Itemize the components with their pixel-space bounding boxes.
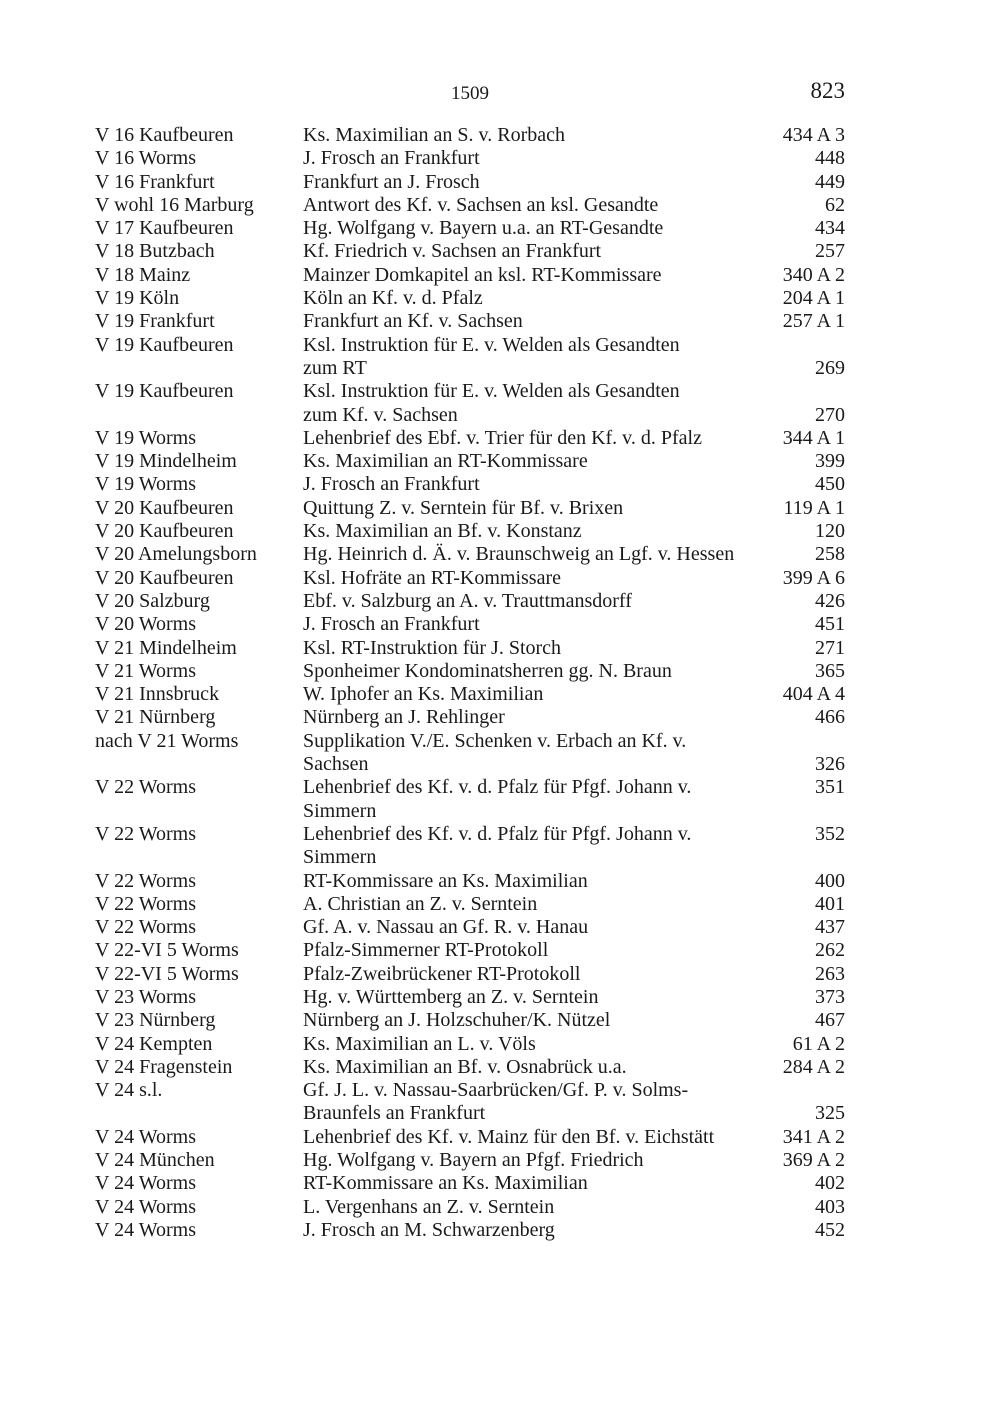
- entry-subject: Ks. Maximilian an Bf. v. Konstanz: [303, 520, 582, 543]
- page-header: [95, 78, 845, 108]
- entry-date-place: V 20 Amelungsborn: [95, 543, 257, 566]
- entry-subject: Kf. Friedrich v. Sachsen an Frankfurt: [303, 240, 602, 263]
- entry-reference: 448: [815, 147, 845, 170]
- entry-reference: 373: [815, 985, 845, 1008]
- entry-reference: 61 A 2: [792, 1032, 845, 1055]
- entry-reference: 426: [815, 589, 845, 612]
- register-entry: [95, 730, 845, 777]
- register-entry: [95, 613, 845, 636]
- register-entry: [95, 1149, 845, 1172]
- entry-reference: 351: [815, 776, 845, 799]
- entry-reference: 270: [815, 403, 845, 426]
- entry-reference: 365: [815, 659, 845, 682]
- entry-date-place: V 19 Kaufbeuren: [95, 333, 234, 356]
- entry-date-place: V 19 Frankfurt: [95, 310, 215, 333]
- register-entry: [95, 963, 845, 986]
- entry-reference: 204 A 1: [782, 287, 845, 310]
- register-entry: [95, 916, 845, 939]
- entry-date-place: V 20 Kaufbeuren: [95, 566, 234, 589]
- register-entry: [95, 986, 845, 1009]
- register-entry: [95, 567, 845, 590]
- register-entry: [95, 217, 845, 240]
- entry-subject: Gf. A. v. Nassau an Gf. R. v. Hanau: [303, 916, 589, 939]
- entry-subject: J. Frosch an M. Schwarzenberg: [303, 1218, 555, 1241]
- entry-date-place: V 20 Salzburg: [95, 589, 210, 612]
- entry-subject: J. Frosch an Frankfurt: [303, 473, 480, 496]
- entry-reference: 341 A 2: [782, 1125, 845, 1148]
- entry-reference: 369 A 2: [782, 1149, 845, 1172]
- entry-date-place: V wohl 16 Marburg: [95, 193, 254, 216]
- entry-subject: RT-Kommissare an Ks. Maximilian: [303, 1172, 588, 1195]
- entry-reference: 399: [815, 450, 845, 473]
- entry-subject: Nürnberg an J. Holzschuher/K. Nützel: [303, 1009, 611, 1032]
- entry-subject: Hg. Heinrich d. Ä. v. Braunschweig an Lgf. v. Hessen: [303, 543, 735, 566]
- entry-subject: Lehenbrief des Kf. v. d. Pfalz für Pfgf. Johann v. Simmern: [303, 822, 692, 869]
- entry-date-place: V 21 Worms: [95, 659, 196, 682]
- entry-reference: 401: [815, 892, 845, 915]
- entry-subject: Mainzer Domkapitel an ksl. RT-Kommissare: [303, 263, 662, 286]
- entry-reference: 344 A 1: [782, 426, 845, 449]
- entry-date-place: V 24 Worms: [95, 1172, 196, 1195]
- register-entry: [95, 287, 845, 310]
- entry-date-place: V 24 München: [95, 1149, 215, 1172]
- entry-reference: 257 A 1: [782, 310, 845, 333]
- entry-date-place: V 18 Mainz: [95, 263, 191, 286]
- register-entry: [95, 310, 845, 333]
- register-entry: [95, 1033, 845, 1056]
- register-entry: [95, 776, 845, 823]
- running-head-year: 1509: [451, 83, 489, 104]
- register-entry: [95, 171, 845, 194]
- entry-subject: Ksl. Instruktion für E. v. Welden als Gesandten zum Kf. v. Sachsen: [303, 380, 680, 426]
- register-entry: [95, 334, 845, 381]
- entry-date-place: V 23 Worms: [95, 985, 196, 1008]
- register-entry: [95, 939, 845, 962]
- register-entry: [95, 497, 845, 520]
- entry-date-place: V 21 Nürnberg: [95, 706, 216, 729]
- entry-subject: Frankfurt an Kf. v. Sachsen: [303, 310, 523, 333]
- entry-subject: J. Frosch an Frankfurt: [303, 613, 480, 636]
- entry-date-place: V 20 Kaufbeuren: [95, 520, 234, 543]
- entry-reference: 325: [815, 1102, 845, 1125]
- entry-date-place: V 21 Mindelheim: [95, 636, 237, 659]
- entry-reference: 62: [825, 193, 845, 216]
- entry-subject: Ks. Maximilian an Bf. v. Osnabrück u.a.: [303, 1055, 627, 1078]
- entry-reference: 466: [815, 706, 845, 729]
- entry-subject: J. Frosch an Frankfurt: [303, 147, 480, 170]
- entry-subject: Ksl. RT-Instruktion für J. Storch: [303, 636, 562, 659]
- entry-subject: A. Christian an Z. v. Serntein: [303, 892, 538, 915]
- register-entry: [95, 1172, 845, 1195]
- entry-reference: 352: [815, 822, 845, 845]
- entry-date-place: V 16 Frankfurt: [95, 170, 215, 193]
- entry-reference: 257: [815, 240, 845, 263]
- entry-reference: 452: [815, 1218, 845, 1241]
- entry-date-place: V 24 Worms: [95, 1195, 196, 1218]
- entry-reference: 400: [815, 869, 845, 892]
- entry-reference: 434 A 3: [782, 124, 845, 146]
- entry-date-place: V 16 Worms: [95, 147, 196, 170]
- entry-date-place: V 19 Kaufbeuren: [95, 380, 234, 403]
- entry-reference: 269: [815, 356, 845, 379]
- register-entry: [95, 147, 845, 170]
- entry-subject: Ksl. Hofräte an RT-Kommissare: [303, 566, 562, 589]
- register-entry: [95, 520, 845, 543]
- register-entry: [95, 823, 845, 870]
- entry-subject: Hg. v. Württemberg an Z. v. Serntein: [303, 985, 599, 1008]
- entry-reference: 403: [815, 1195, 845, 1218]
- entry-reference: 326: [815, 753, 845, 776]
- register-entry: [95, 473, 845, 496]
- entry-subject: Lehenbrief des Kf. v. Mainz für den Bf. v. Eichstätt: [303, 1125, 715, 1148]
- entry-date-place: V 20 Worms: [95, 613, 196, 636]
- entry-reference: 449: [815, 170, 845, 193]
- entry-date-place: V 22 Worms: [95, 822, 196, 845]
- register-entry: [95, 543, 845, 566]
- entry-reference: 262: [815, 939, 845, 962]
- entry-date-place: nach V 21 Worms: [95, 729, 239, 752]
- register-entry: [95, 706, 845, 729]
- entry-subject: Ebf. v. Salzburg an A. v. Trauttmansdorff: [303, 589, 632, 612]
- entry-date-place: V 16 Kaufbeuren: [95, 124, 234, 146]
- register-entry: [95, 124, 845, 147]
- entry-subject: Quittung Z. v. Serntein für Bf. v. Brixen: [303, 496, 624, 519]
- entry-date-place: V 23 Nürnberg: [95, 1009, 216, 1032]
- entry-date-place: V 19 Worms: [95, 426, 196, 449]
- register-entry: [95, 1079, 845, 1126]
- entry-reference: 399 A 6: [782, 566, 845, 589]
- entry-subject: W. Iphofer an Ks. Maximilian: [303, 683, 544, 706]
- register-entry: [95, 1219, 845, 1242]
- register-entry: [95, 450, 845, 473]
- entry-subject: Ks. Maximilian an S. v. Rorbach: [303, 124, 566, 146]
- register-entry: [95, 683, 845, 706]
- entry-subject: Supplikation V./E. Schenken v. Erbach an Kf. v. Sachsen: [303, 729, 687, 776]
- entry-reference: 467: [815, 1009, 845, 1032]
- entry-reference: 437: [815, 916, 845, 939]
- entry-date-place: V 18 Butzbach: [95, 240, 215, 263]
- entry-date-place: V 24 Worms: [95, 1125, 196, 1148]
- entry-reference: 402: [815, 1172, 845, 1195]
- entry-subject: Ksl. Instruktion für E. v. Welden als Gesandten zum RT: [303, 333, 680, 379]
- register-entry: [95, 637, 845, 660]
- register-entry: [95, 380, 845, 427]
- entry-reference: 284 A 2: [782, 1055, 845, 1078]
- entry-subject: Sponheimer Kondominatsherren gg. N. Braun: [303, 659, 672, 682]
- entry-reference: 271: [815, 636, 845, 659]
- entry-subject: Frankfurt an J. Frosch: [303, 170, 480, 193]
- entry-subject: Pfalz-Simmerner RT-Protokoll: [303, 939, 549, 962]
- entry-date-place: V 19 Mindelheim: [95, 450, 237, 473]
- entry-reference: 258: [815, 543, 845, 566]
- entry-subject: Antwort des Kf. v. Sachsen an ksl. Gesandte: [303, 193, 659, 216]
- entry-subject: Lehenbrief des Kf. v. d. Pfalz für Pfgf. Johann v. Simmern: [303, 776, 692, 822]
- entry-reference: 450: [815, 473, 845, 496]
- register-entry: [95, 660, 845, 683]
- register-entries: [95, 124, 845, 1242]
- entry-reference: 120: [815, 520, 845, 543]
- entry-subject: Hg. Wolfgang v. Bayern u.a. an RT-Gesandte: [303, 217, 664, 240]
- entry-reference: 263: [815, 962, 845, 985]
- entry-date-place: V 22 Worms: [95, 916, 196, 939]
- entry-subject: L. Vergenhans an Z. v. Serntein: [303, 1195, 555, 1218]
- entry-subject: Hg. Wolfgang v. Bayern an Pfgf. Friedrich: [303, 1149, 644, 1172]
- register-entry: [95, 1196, 845, 1219]
- register-entry: [95, 1009, 845, 1032]
- entry-date-place: V 22 Worms: [95, 776, 196, 799]
- entry-date-place: V 21 Innsbruck: [95, 683, 220, 706]
- entry-reference: 451: [815, 613, 845, 636]
- register-entry: [95, 893, 845, 916]
- entry-date-place: V 22-VI 5 Worms: [95, 939, 239, 962]
- entry-subject: Ks. Maximilian an L. v. Völs: [303, 1032, 536, 1055]
- entry-subject: Pfalz-Zweibrückener RT-Protokoll: [303, 962, 581, 985]
- entry-subject: RT-Kommissare an Ks. Maximilian: [303, 869, 588, 892]
- entry-reference: 404 A 4: [782, 683, 845, 706]
- entry-reference: 434: [815, 217, 845, 240]
- entry-date-place: V 24 Kempten: [95, 1032, 213, 1055]
- register-entry: [95, 1126, 845, 1149]
- entry-date-place: V 22-VI 5 Worms: [95, 962, 239, 985]
- entry-subject: Köln an Kf. v. d. Pfalz: [303, 287, 483, 310]
- register-entry: [95, 264, 845, 287]
- entry-subject: Lehenbrief des Ebf. v. Trier für den Kf. v. d. Pfalz: [303, 426, 702, 449]
- entry-reference: 119 A 1: [783, 496, 845, 519]
- register-entry: [95, 240, 845, 263]
- entry-date-place: V 24 s.l.: [95, 1079, 163, 1102]
- page-number: 823: [810, 78, 845, 103]
- entry-date-place: V 24 Fragenstein: [95, 1055, 233, 1078]
- register-entry: [95, 590, 845, 613]
- entry-date-place: V 22 Worms: [95, 869, 196, 892]
- entry-reference: 340 A 2: [782, 263, 845, 286]
- entry-subject: Ks. Maximilian an RT-Kommissare: [303, 450, 588, 473]
- entry-subject: Gf. J. L. v. Nassau-Saarbrücken/Gf. P. v. Solms- Braunfels an Frankfurt: [303, 1079, 689, 1125]
- entry-date-place: V 19 Worms: [95, 473, 196, 496]
- register-entry: [95, 427, 845, 450]
- entry-date-place: V 20 Kaufbeuren: [95, 496, 234, 519]
- entry-subject: Nürnberg an J. Rehlinger: [303, 706, 505, 729]
- entry-date-place: V 19 Köln: [95, 287, 180, 310]
- register-entry: [95, 1056, 845, 1079]
- entry-date-place: V 24 Worms: [95, 1218, 196, 1241]
- entry-date-place: V 22 Worms: [95, 892, 196, 915]
- entry-date-place: V 17 Kaufbeuren: [95, 217, 234, 240]
- register-entry: [95, 870, 845, 893]
- register-entry: [95, 194, 845, 217]
